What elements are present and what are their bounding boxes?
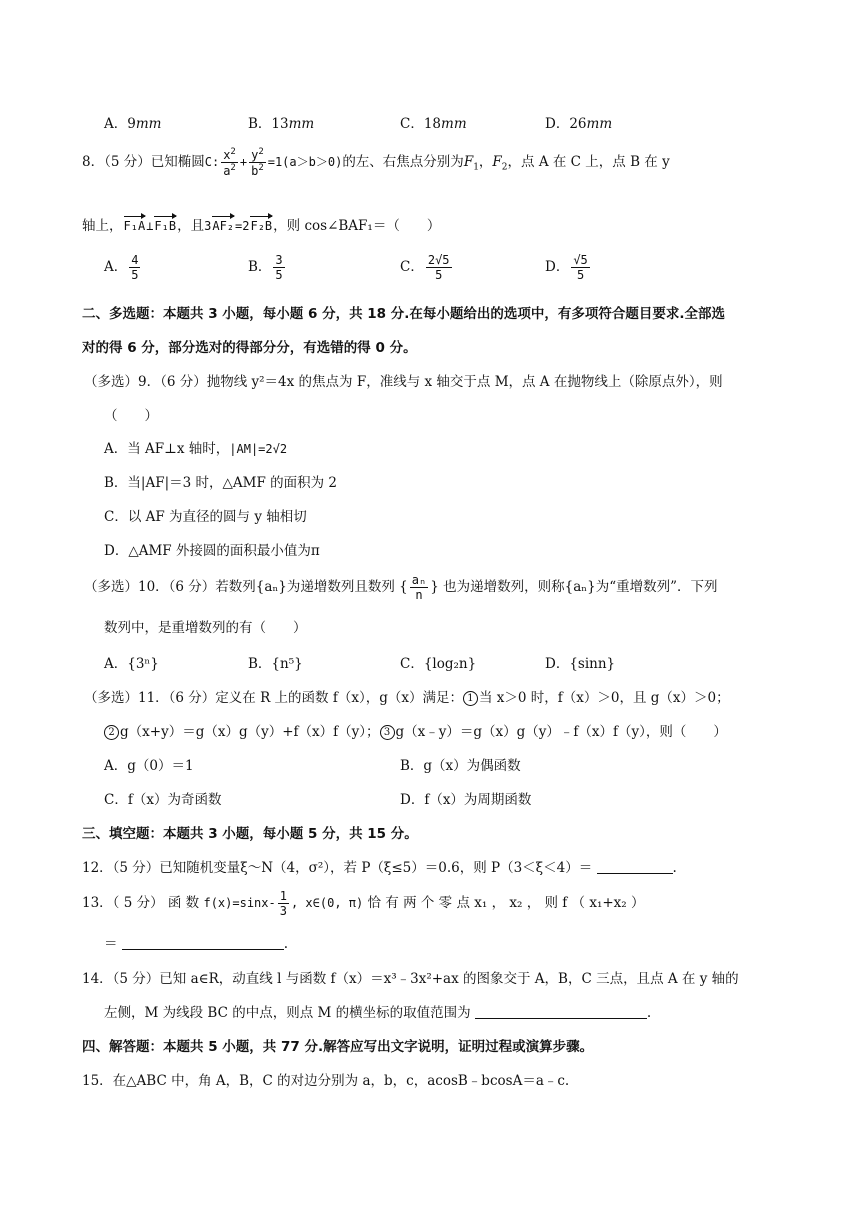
- q7-option-c: C．18mm: [400, 116, 467, 132]
- q11-option-b: B．g（x）为偶函数: [400, 758, 521, 774]
- q10-stem-line1: （多选）10．（6 分）若数列{aₙ}为递增数列且数列 { $\frac{\text{aₙ}}{n}$ } 也为递增数列，则称{aₙ}为“重增数列”．下列: [84, 573, 718, 602]
- q7-option-a: A．9mm: [104, 116, 162, 132]
- q9-paren: （ ）: [104, 408, 158, 424]
- q14-answer-blank[interactable]: [475, 1018, 647, 1019]
- q10-option-b: B．{n⁵}: [248, 656, 303, 672]
- q10-option-a: A．{3ⁿ}: [104, 656, 159, 672]
- circled-number-2: 2: [104, 725, 119, 740]
- q7-option-b: B．13mm: [248, 116, 315, 132]
- q13-line1: 13．（ 5 分） 函 数 f(x)=sinx- $\frac{1}{3}$ , x∈(0, π) 恰 有 两 个 零 点 x₁ ， x₂ ， 则 f （ x₁+x₂ ）: [82, 889, 645, 918]
- q9-option-a: A．当 AF⊥x 轴时，|AM|=2√2: [104, 441, 288, 457]
- q8-option-c: C． $\frac{2√5}{5}$: [400, 253, 450, 282]
- ellipse-equation: C: $\frac{x^2}{a^2}$ + $\frac{y^2}{b^2}$ =1(a＞b＞0): [204, 147, 343, 178]
- q8-option-b: B． $\frac{3}{5}$: [248, 253, 283, 282]
- q8-stem-line1: 8．（5 分）已知椭圆C: $\frac{x^2}{a^2}$ + $\frac{y^2}{b^2}$ =1(a＞b＞0)的左、右焦点分别为$F_1$，$F_2$，点 A 在 C 上，点 B 在 y: [82, 147, 670, 178]
- q9-stem: （多选）9．（6 分）抛物线 y²＝4x 的焦点为 F，准线与 x 轴交于点 M，点 A 在抛物线上（除原点外），则: [84, 374, 723, 390]
- q10-option-d: D．{sinn}: [545, 656, 616, 672]
- section-3-title: 三、填空题：本题共 3 小题，每小题 5 分，共 15 分。: [82, 826, 418, 842]
- q8-option-a: A． $\frac{4}{5}$: [104, 253, 139, 282]
- q11-stem-line2: 2 g（x+y）＝g（x）g（y）+f（x）f（y）； 3 g（x﹣y）＝g（x）g（y）﹣f（x）f（y），则（ ）: [104, 720, 727, 740]
- section-2-title-line1: 二、多选题：本题共 3 小题，每小题 6 分，共 18 分.在每小题给出的选项中，有多项符合题目要求.全部选: [82, 306, 726, 322]
- q11-option-c: C．f（x）为奇函数: [104, 792, 222, 808]
- q11-option-d: D．f（x）为周期函数: [400, 792, 532, 808]
- section-2-title-line2: 对的得 6 分，部分选对的得部分分，有选错的得 0 分。: [82, 340, 417, 356]
- q14-line1: 14．（5 分）已知 a∈R，动直线 l 与函数 f（x）＝x³﹣3x²+ax 的图象交于 A，B，C 三点，且点 A 在 y 轴的: [82, 971, 739, 987]
- q13-function: f(x)=sinx- $\frac{1}{3}$ , x∈(0, π): [203, 889, 364, 918]
- q12-answer-blank[interactable]: [597, 873, 673, 874]
- q10-stem-line2: 数列中，是重增数列的有（ ）: [104, 620, 307, 636]
- q11-stem-line1: （多选）11．（6 分）定义在 R 上的函数 f（x），g（x）满足： 1 当 x＞0 时，f（x）＞0，且 g（x）＞0；: [84, 690, 730, 706]
- q11-option-a: A．g（0）＝1: [104, 758, 194, 774]
- q7-option-d: D．26mm: [545, 116, 613, 132]
- circled-number-3: 3: [380, 725, 395, 740]
- q13-answer-blank[interactable]: [122, 949, 284, 950]
- q8-stem-line2: 轴上，F₁A⊥F₁B，且3AF₂=2F₂B，则 cos∠BAF₁＝（ ）: [82, 218, 441, 234]
- q15-text: 15．在△ABC 中，角 A，B，C 的对边分别为 a，b，c，acosB﹣bcosA＝a﹣c.: [82, 1073, 570, 1089]
- circled-number-1: 1: [463, 691, 478, 706]
- q9-option-b: B．当|AF|＝3 时，△AMF 的面积为 2: [104, 475, 338, 491]
- q8-option-d: D． $\frac{√5}{5}$: [545, 253, 588, 282]
- q14-line2: 左侧，M 为线段 BC 的中点，则点 M 的横坐标的取值范围为 .: [104, 1005, 652, 1021]
- q10-option-c: C．{log₂n}: [400, 656, 477, 672]
- q12-text: 12．（5 分）已知随机变量ξ～N（4，σ²），若 P（ξ≤5）＝0.6，则 P（3＜ξ＜4）＝ .: [82, 860, 677, 876]
- section-4-title: 四、解答题：本题共 5 小题，共 77 分.解答应写出文字说明，证明过程或演算步骤。: [82, 1039, 594, 1055]
- q9-option-c: C．以 AF 为直径的圆与 y 轴相切: [104, 509, 307, 525]
- q13-line2: ＝ .: [104, 936, 289, 952]
- q9-option-d: D．△AMF 外接圆的面积最小值为π: [104, 543, 320, 559]
